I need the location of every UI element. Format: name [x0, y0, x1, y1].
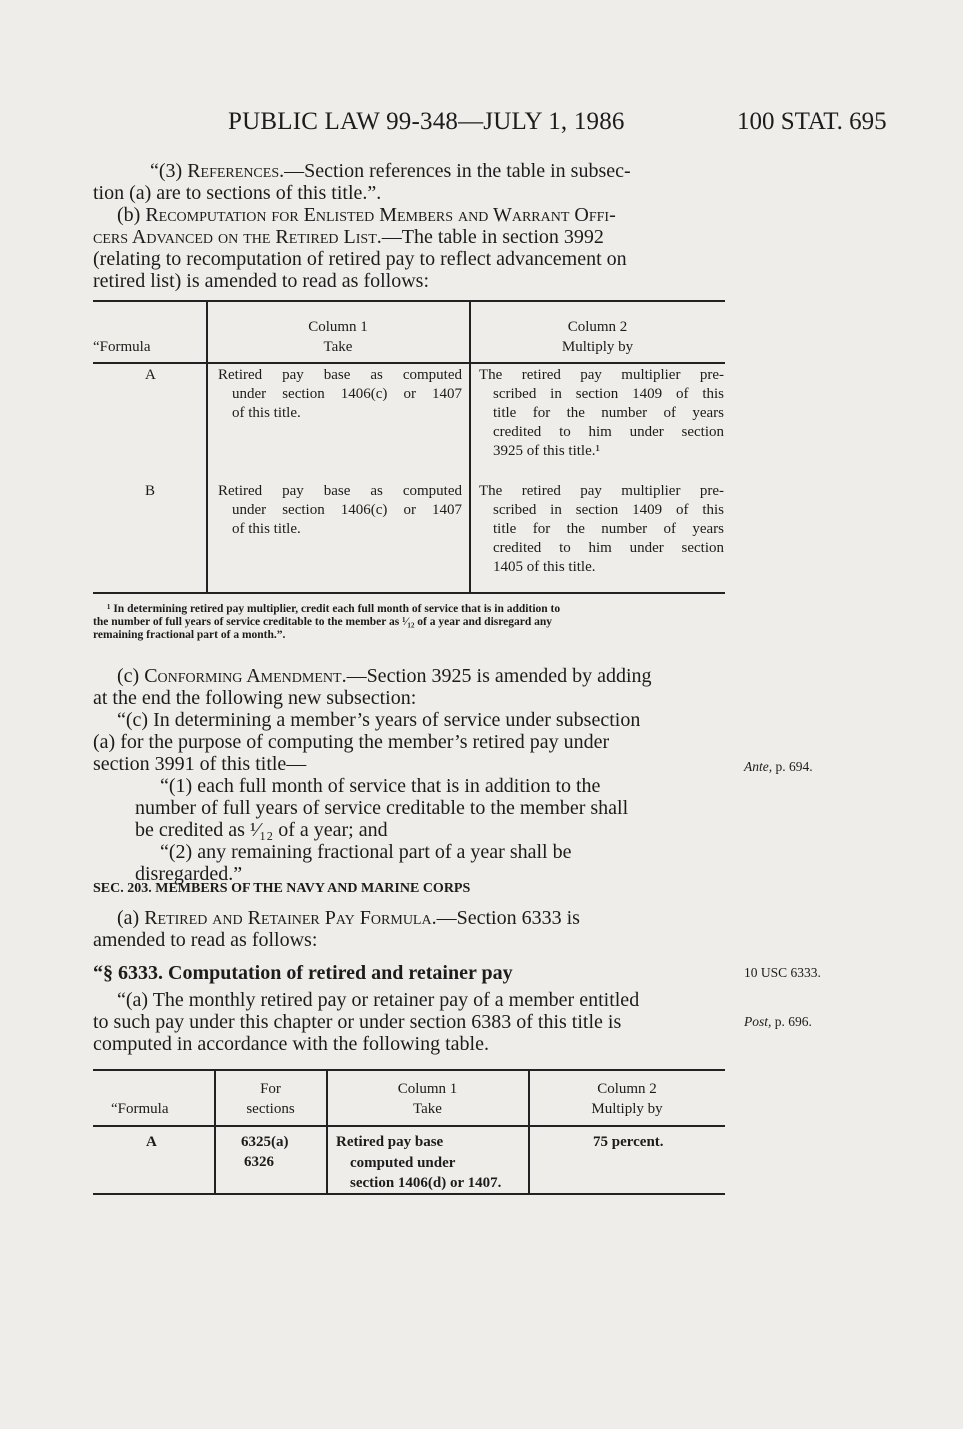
- item1-line1: “(1) each full month of service that is in addition to the: [160, 775, 601, 797]
- item1-line2: number of full years of service creditable to the member shall: [135, 797, 629, 819]
- row-a-take-line2: under section 1406(c) or 1407: [232, 386, 462, 402]
- item2-line1: “(2) any remaining fractional part of a year shall be: [160, 841, 572, 863]
- table2-header-rule: [93, 1125, 725, 1127]
- header-col2-label: Column 2: [567, 319, 628, 335]
- margin-note-post: Post, p. 696.: [744, 1014, 812, 1029]
- t2-row-formula: A: [146, 1134, 157, 1150]
- footnote-line2: the number of full years of service creditable to the member as ¹⁄₁₂ of a year and disregard any: [93, 616, 553, 628]
- margin-note-usc: 10 USC 6333.: [744, 965, 821, 980]
- t2-header-col2-label: Column 2: [597, 1081, 657, 1097]
- para-b-line4: retired list) is amended to read as follows:: [93, 270, 430, 292]
- item2-line2: disregarded.”: [135, 863, 243, 885]
- row-b-multiply-line4: credited to him under section: [493, 540, 724, 556]
- references-line2: tion (a) are to sections of this title.”.: [93, 182, 382, 204]
- row-a-multiply-line3: title for the number of years: [493, 405, 724, 421]
- table2-top-rule: [93, 1069, 725, 1071]
- row-a-take-line3: of this title.: [232, 405, 301, 421]
- t2-header-col2-multiply: Multiply by: [591, 1101, 663, 1117]
- row-b-take-line3: of this title.: [232, 521, 301, 537]
- margin-note-ante: Ante, p. 694.: [744, 759, 813, 774]
- sec6333-p1-line1: “(a) The monthly retired pay or retainer pay of a member entitled: [117, 989, 640, 1011]
- row-b-multiply-line1: The retired pay multiplier pre-: [479, 483, 724, 499]
- sec6333-p1-line3: computed in accordance with the following table.: [93, 1033, 489, 1055]
- row-a-multiply-line1: The retired pay multiplier pre-: [479, 367, 724, 383]
- sec6333-p1-line2: to such pay under this chapter or under section 6383 of this title is: [93, 1011, 622, 1033]
- para-c-line2: at the end the following new subsection:: [93, 687, 417, 709]
- row-b-multiply-line3: title for the number of years: [493, 521, 724, 537]
- row-a-multiply-line2: scribed in section 1409 of this: [493, 386, 724, 402]
- t2-header-for: For: [260, 1081, 281, 1097]
- t2-row-multiply: 75 percent.: [593, 1134, 664, 1150]
- t2-header-col1-label: Column 1: [397, 1081, 458, 1097]
- para-c-line1: (c) Conforming Amendment.—Section 3925 is amended by adding: [117, 665, 652, 687]
- row-a-take-line1: Retired pay base as computed: [218, 367, 462, 383]
- recomputation-table: [93, 300, 725, 594]
- t2-row-take-line2: computed under: [350, 1155, 456, 1171]
- para-b-line1: (b) Recomputation for Enlisted Members and Warrant Offi-: [117, 204, 616, 226]
- retired-pay-table: [93, 1069, 725, 1197]
- t2-row-take-line1: Retired pay base: [336, 1134, 444, 1150]
- table-footnote: [93, 603, 725, 642]
- footnote-line3: remaining fractional part of a month.”.: [93, 629, 286, 641]
- table-top-rule: [93, 300, 725, 302]
- t2-row-take-line3: section 1406(d) or 1407.: [350, 1175, 502, 1191]
- t2-header-col1-take: Take: [413, 1101, 442, 1117]
- row-b-multiply-line2: scribed in section 1409 of this: [493, 502, 724, 518]
- item1-line3: be credited as ¹⁄₁₂ of a year; and: [135, 819, 388, 841]
- section-203-heading: SEC. 203. MEMBERS OF THE NAVY AND MARINE CORPS: [93, 881, 471, 896]
- header-col2-multiply: Multiply by: [561, 339, 634, 355]
- header-col1-take: Take: [323, 339, 353, 355]
- row-b-multiply-line5: 1405 of this title.: [493, 559, 596, 575]
- header-col1-label: Column 1: [308, 319, 368, 335]
- row-b-formula: B: [145, 483, 156, 499]
- row-a-multiply-line5: 3925 of this title.¹: [493, 443, 600, 459]
- sec203-a-line1: (a) Retired and Retainer Pay Formula.—Section 6333 is: [117, 907, 580, 929]
- para-b-line3: (relating to recomputation of retired pay to reflect advancement on: [93, 248, 627, 270]
- references-line1: “(3) References.—Section references in the table in subsec-: [150, 160, 631, 182]
- para-c-line5: section 3991 of this title—: [93, 753, 307, 775]
- table-header-rule: [93, 362, 725, 364]
- t2-header-formula: “Formula: [111, 1101, 169, 1117]
- t2-header-sections: sections: [246, 1101, 295, 1117]
- footnote-line1: ¹ In determining retired pay multiplier, credit each full month of service that is in addition to: [107, 603, 561, 615]
- section-6333-title: “§ 6333. Computation of retired and retainer pay: [93, 962, 513, 984]
- t2-row-section-1: 6325(a): [241, 1134, 289, 1150]
- table-bottom-rule: [93, 592, 725, 594]
- para-b-line2: cers Advanced on the Retired List.—The table in section 3992: [93, 226, 604, 248]
- para-c-line3: “(c) In determining a member’s years of service under subsection: [117, 709, 641, 731]
- row-b-take-line1: Retired pay base as computed: [218, 483, 462, 499]
- row-a-multiply-line4: credited to him under section: [493, 424, 724, 440]
- page-header-title: PUBLIC LAW 99-348—JULY 1, 1986: [228, 108, 625, 135]
- para-c-line4: (a) for the purpose of computing the member’s retired pay under: [93, 731, 610, 753]
- t2-row-section-2: 6326: [244, 1154, 274, 1170]
- sec203-a-line2: amended to read as follows:: [93, 929, 318, 951]
- page-header-stat: 100 STAT. 695: [737, 108, 887, 135]
- row-b-take-line2: under section 1406(c) or 1407: [232, 502, 462, 518]
- row-a-formula: A: [145, 367, 156, 383]
- header-formula: “Formula: [93, 339, 151, 355]
